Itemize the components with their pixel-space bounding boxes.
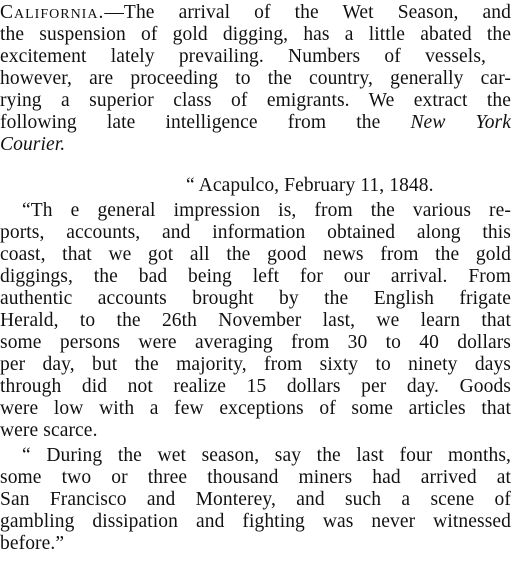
article-line: however, are proceeding to the country, generally car-	[0, 68, 511, 89]
article-line: excitement lately prevailing. Numbers of vessels,	[0, 46, 486, 67]
quote-line: “ During the wet season, say the last four months,	[22, 445, 511, 466]
quote-line: “Th e general impression is, from the various re-	[22, 200, 511, 221]
article-line-1	[0, 2, 511, 24]
quote-line: authentic accounts brought by the English frigate	[0, 288, 511, 309]
quote-line: ports, accounts, and information obtained along this	[0, 222, 511, 243]
quote-line: San Francisco and Monterey, and such a scene of	[0, 489, 511, 510]
quote-line: Herald, to the 26th November last, we learn that	[0, 310, 511, 331]
dateline: “ Acapulco, February 11, 1848.	[186, 175, 434, 196]
article-line: the suspension of gold digging, has a little abated the	[0, 24, 511, 45]
article-line: rying a superior class of emigrants. We extract the	[0, 90, 511, 111]
quote-line: some persons were averaging from 30 to 40 dollars	[0, 332, 511, 353]
quote-line: coast, that we got all the good news from the gold	[0, 244, 511, 265]
quote-line: gambling dissipation and fighting was never witnessed	[0, 511, 511, 532]
article-text: following late intelligence from the	[0, 112, 411, 133]
article-line-source-end	[0, 134, 511, 156]
quote-line: before.”	[0, 533, 65, 554]
quote-line: some two or three thousand miners had arrived at	[0, 467, 511, 488]
article-text: —The arrival of the Wet Season, and	[104, 2, 511, 23]
article-heading: California.	[0, 2, 105, 23]
quote-line: through did not realize 15 dollars per day. Goods	[0, 376, 511, 397]
source-publication: New York	[410, 112, 511, 133]
source-publication-cont: Courier.	[0, 134, 66, 155]
quote-line: were scarce.	[0, 420, 98, 441]
quote-line: were low with a few exceptions of some articles that	[0, 398, 511, 419]
quote-line: diggings, the bad being left for our arrival. From	[0, 266, 511, 287]
article-line-source	[0, 112, 511, 134]
quote-line: per day, but the majority, from sixty to ninety days	[0, 354, 511, 375]
